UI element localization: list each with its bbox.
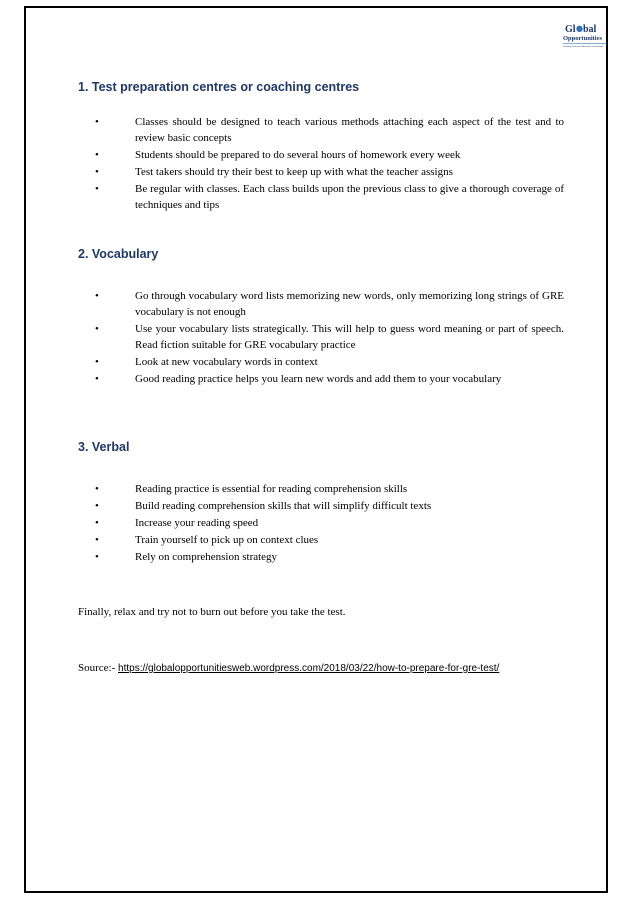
bullet-icon: • bbox=[95, 116, 99, 128]
source-label: Source:- bbox=[78, 662, 119, 674]
list-item: • Rely on comprehension strategy bbox=[95, 551, 278, 563]
list-item: • Look at new vocabulary words in context bbox=[95, 356, 318, 368]
bullet-icon: • bbox=[95, 323, 99, 335]
bullet-icon: • bbox=[95, 149, 99, 161]
bullet-icon: • bbox=[95, 483, 99, 495]
bullet-icon: • bbox=[95, 551, 99, 563]
source-link[interactable]: https://globalopportunitiesweb.wordpress.com/2018/03/22/how-to-prepare-for-gre-test/ bbox=[118, 663, 500, 674]
list-item: • Go through vocabulary word lists memorizing new words, only memorizing long strings of GRE vocabulary is not enough bbox=[95, 290, 564, 318]
section-heading: 2. Vocabulary bbox=[78, 247, 159, 261]
section-verbal bbox=[78, 440, 564, 566]
svg-text:bal: bal bbox=[583, 24, 597, 35]
list-item: • Classes should be designed to teach various methods attaching each aspect of the test and to review basic concepts bbox=[95, 116, 564, 144]
bullet-icon: • bbox=[95, 517, 99, 529]
bullet-icon: • bbox=[95, 500, 99, 512]
section-vocabulary bbox=[78, 247, 564, 388]
svg-text:Leading Overseas Education Con: Leading Overseas Education Consultants bbox=[563, 46, 604, 48]
list-item: • Be regular with classes. Each class builds upon the previous class to give a thorough coverage of techniques and tips bbox=[95, 183, 564, 211]
global-opportunities-logo bbox=[561, 22, 609, 50]
bullet-icon: • bbox=[95, 373, 99, 385]
source-line bbox=[78, 662, 499, 674]
section-heading: 3. Verbal bbox=[78, 440, 130, 454]
bullet-icon: • bbox=[95, 534, 99, 546]
list-item: • Reading practice is essential for reading comprehension skills bbox=[95, 483, 408, 495]
bullet-list bbox=[78, 114, 564, 213]
section-coaching-centres bbox=[78, 80, 564, 214]
bullet-icon: • bbox=[95, 356, 99, 368]
bullet-list bbox=[78, 288, 564, 387]
list-item: • Increase your reading speed bbox=[95, 517, 259, 529]
svg-text:Opportunities: Opportunities bbox=[563, 35, 603, 42]
svg-text:Gl: Gl bbox=[565, 24, 576, 35]
list-item: • Build reading comprehension skills that will simplify difficult texts bbox=[95, 500, 432, 512]
closing-paragraph: Finally, relax and try not to burn out before you take the test. bbox=[78, 606, 346, 618]
list-item: • Students should be prepared to do several hours of homework every week bbox=[95, 149, 461, 161]
section-heading: 1. Test preparation centres or coaching centres bbox=[78, 80, 360, 94]
bullet-list bbox=[78, 481, 564, 565]
bullet-icon: • bbox=[95, 290, 99, 302]
list-item: • Good reading practice helps you learn new words and add them to your vocabulary bbox=[95, 373, 502, 385]
list-item: • Use your vocabulary lists strategically. This will help to guess word meaning or part of speech. Read fiction suitable for GRE vocabulary practice bbox=[95, 323, 564, 351]
bullet-icon: • bbox=[95, 183, 99, 195]
list-item: • Train yourself to pick up on context clues bbox=[95, 534, 319, 546]
list-item: • Test takers should try their best to keep up with what the teacher assigns bbox=[95, 166, 453, 178]
bullet-icon: • bbox=[95, 166, 99, 178]
